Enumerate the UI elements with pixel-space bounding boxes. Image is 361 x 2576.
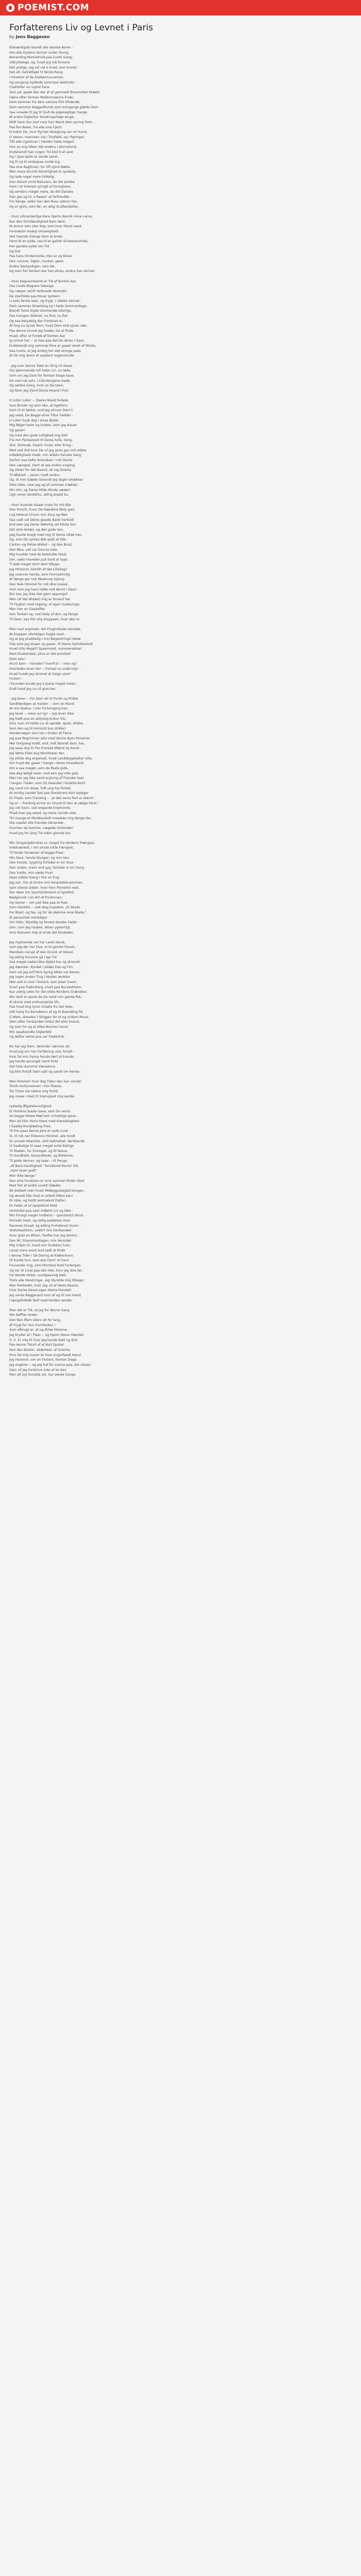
poem-line: Sandfærdigen at melder -- som en Mand [9, 702, 74, 706]
poem-line: Jeg hadt paa en sellyleig Enkon Vlo, [9, 717, 67, 721]
poem-line: O, 5, Er mig til Sver Jeg havde Kabl og Sint [9, 1338, 78, 1342]
poem-line: End seer jeg Deres Nøterlig vel bitola Son [9, 523, 76, 527]
poem-line: Og som for og et Alles Nonnes havel; [9, 1025, 69, 1029]
poem-line: En Plads, som Franking -- ,at den eene Part er større", [9, 796, 95, 800]
poem-line: Oly glemmende mit fader Liv, nu tøde, [9, 369, 71, 373]
poem-line: Jeg veanner hende, som Formodninlig [9, 572, 70, 577]
poem-line: Endt hvad jeg nu vil give her; [9, 687, 57, 691]
poem-line: Ol kunde hun, som ene Farm' et Savn [9, 1259, 70, 1263]
poem-line: Paa denne Tistvil af et Kort Epistel [9, 1343, 64, 1347]
poem-line: Snart paa Frøbinberg, snart paa Buraeskhem. [9, 985, 83, 989]
poem-line: Paa hans Omdemorke; Hen er og böver [9, 255, 73, 259]
poem-line: I Saadig Kierglæding Fred, [9, 1124, 52, 1128]
poem-line: Som jeg der har Sive, ei til gamlst fransk, [9, 945, 76, 950]
poem-line: Thi mange et Mindesvärdt maaskee mig længe der, [9, 816, 92, 820]
poem-line: Saa rivets, at jeg endog her slet eninge pass, [9, 349, 82, 353]
poem-line: Om Odin, Skjoldig og forrest danske Sader - [9, 921, 79, 925]
poem-line: Min opadvendte Digterblik [9, 1030, 52, 1034]
poem-line: hvarer! - [9, 677, 23, 681]
poem-line: Og med den gode Lellighed mig blot [9, 433, 68, 437]
site-logo[interactable] [6, 3, 89, 13]
poem-line: Men det er Tid, at jeg for denne Gang [9, 1308, 70, 1312]
poem-line: Erindrer Do, hvor fig hen Alveglung ver mi Hund, [9, 130, 88, 134]
poem-line: Det yndige, jeg vel vel e hvad, som kroner [9, 65, 77, 70]
poem-stanza [9, 1044, 352, 1074]
poem-line: Mer Omgiang holdt, end, mdt iblandt dem, her; [9, 741, 85, 745]
poem-line: Hvis De min Fanny hende lært at kiende, [9, 1055, 75, 1059]
poem-line: Hendervøgen Gen her I Enden af Fleira, [9, 732, 73, 736]
poem-line: Hvis Nosvasn mig at ende det Klodaden. [9, 930, 74, 935]
poem-line: Som som jeg hanz talde ned dennt i Gaar! [9, 587, 77, 591]
poem-line: Hvis man vil halde Liv et aandæ, spise, drikke, [9, 722, 84, 726]
poem-line: Jeg saae dog ör Par Franske Mænd og Koner; [9, 747, 81, 751]
poem-line: Jeg lever -- mere sul og! -- jeg lever ikke; [9, 711, 75, 716]
poem-line: peg havde bragt med mig til Deres Glide hen, [9, 533, 83, 537]
poem-line: Ak dobbelt men hvert Midleggulsagtet kongen, [9, 1189, 85, 1193]
poem-line: Og saa betydelig den Forskiad er, [9, 319, 63, 323]
poem-line: Som otlerst sidder, hver Fern Pomishin ned; [9, 886, 79, 890]
poem-line: Endskiendt mig sammæ lilms er gaaet neret af Minde, [9, 344, 96, 348]
poem-line: Og i Lysa sjelle at vende Løver, [9, 155, 59, 159]
poem-line: Men naal ergimale, det Flugtmikalel slevede, [9, 627, 81, 631]
poem-line: Paa hvad ting tyren trisalle fra det Hele, [9, 1005, 73, 1009]
poem-line: Jeg vand om disse, Fuft ung har fortalt. [9, 786, 72, 790]
poem-line: Og ærede fals Hoal er enkelt tilbes kan! [9, 1194, 73, 1198]
poem-line: Den Fanste, syge(i)g forlader ei sin Stue - [9, 861, 76, 865]
poem-line: „Ham lever godt" [9, 1169, 37, 1173]
poem-line: Og rezner -- om just ikke paa et Rad, [9, 901, 68, 905]
poem-line: Dem sammer Straelsing og I hede Sommerdage, [9, 304, 88, 308]
poem-byline [9, 35, 352, 39]
poem-line: Til Afskied -- seine I hedt endnu [9, 473, 60, 477]
poem-line: Jeg maae i Hast til Slamsgied ring sende, [9, 1094, 75, 1098]
poem-line: Fæne ofter formen Mellemnaerins Ende: [9, 95, 74, 99]
poem-line: Dem sammer Baggesflunds som evingengs glæde Dem [9, 105, 99, 109]
poem-line: Tifs alle Ligestiver i Herden halte meget! [9, 140, 75, 144]
poem-line: Jeg engbrer -- og Jeg haf for sverve paa, det staaer: [9, 1363, 92, 1367]
poem-page [0, 15, 361, 1378]
poem-line: - Hvor levende staaer male for mit Øie [9, 503, 71, 507]
poem-line: Hun(i kom -- hinnden? hvorfra? -- men og! [9, 662, 77, 666]
poem-line: O Vøxen, mennsen vig I Trosfaldi, og I fipringer; [9, 135, 86, 139]
poem-line: I brunden kunde jeg e jeane meget meen, [9, 682, 77, 686]
poem-line: Min Verk er spore de De vend min gamle Rib, [9, 995, 82, 999]
poem-line: Et personlisk Herlediga! [9, 916, 48, 920]
poem-author[interactable]: Jens Baggesen [15, 35, 50, 39]
poem-line: Langt mere suurt end sødt at finde [9, 1248, 65, 1252]
poem-line: Og er igiim, som før, en atlig Snaflandstiler. [9, 205, 79, 209]
poem-line: I langen Tidder, som Sit Haandet i Huskild Aluhl [9, 782, 86, 786]
poem-line: Og nægen ve(d) Verbvede Vemnde! [9, 289, 67, 293]
poem-line: Og Iade nogel mere Folkelig [9, 175, 54, 179]
poem-line: I Hirsdom af de Kialberinuvventer, [9, 75, 64, 79]
poemist-logo-icon [6, 4, 14, 12]
poem-line: Troob multyveaiven i min Poesie, [9, 1084, 62, 1089]
poem-line: Ig vinner her -- at Haa paa det De skreo I Gaar; [9, 339, 85, 343]
poem-line: Lug Helenal Unuvn min Sorg og Møe [9, 513, 68, 517]
site-header [0, 0, 361, 15]
poem-line: Forvander mig, som Morrlens Kold Forlengen [9, 1263, 81, 1267]
poem-line: Kan den Omstændighed Dem lære; [9, 219, 66, 224]
poem-line: Jeg paa Regrinmen selv med denne Byes Personer [9, 737, 90, 741]
poem-line: I længsfollede Betf med Horden sender. [9, 1298, 73, 1302]
poem-line: Saae sidste Giang I Fior en Eng - [9, 876, 61, 880]
poem-line: Troils alle Hendringer, jeg Idyndde mig tilbage! [9, 1278, 85, 1282]
poem-line: Til frie paas denne Jord at nyde Livet. [9, 1129, 69, 1133]
poem-line: Ti lade meget stort dem tiByge; [9, 563, 60, 567]
poem-line: Af Frygt for min Fremfarden i [9, 1323, 55, 1327]
poem-stanza [9, 364, 352, 394]
poem-line: Den Porsch, hvori De Gærdens Moly gad, [9, 508, 75, 512]
poem-line: Der ideer om Spontanbmend vil Igietled; [9, 891, 75, 895]
poem-line: Det alt, betrettiget til første Rang [9, 71, 63, 75]
poem-line: „Af Bare Hardtighed," forsikkred Rector Olt, [9, 1164, 79, 1168]
poem-line: For Kende sikker, sundgaavnig Død, [9, 1274, 67, 1278]
poem-line: At rendig Landet fast paa Danskvers Kort opteger [9, 791, 89, 795]
poem-line: Et Himlens brede Gave, som De vemå [9, 1109, 71, 1113]
poem-line: Den Ben iflem ellers alt for lang, [9, 1318, 61, 1322]
poem-line: Periodis hiest, og sellig ealdelses Sure [9, 1219, 71, 1223]
poem-line: Med Studsenlast, Jülus er det amviled! [9, 652, 71, 656]
poem-line: Hen Bloo, udt var Dorcos Sale, [9, 548, 58, 552]
poem-line: Udt hang fra Barndlemn af og til Boendling fie [9, 1010, 83, 1014]
poem-line: Men foshtedet, hver jeg, et af deres Baand, [9, 1283, 79, 1287]
poem-stanza [9, 398, 352, 498]
poem-line: Som yd, ejede den der af et gammelt Breumsted Skæbl) [9, 90, 100, 94]
poem-line: Som Hankkle -- ved steg maadere „til Skade [9, 906, 80, 910]
byline-prefix: by [9, 35, 14, 39]
poem-line: Men Himmel! hvor dog Tiden den kan vende! [9, 1079, 82, 1083]
poem-line: Og, som De syntes Alle godt at lide - [9, 538, 68, 542]
poem-stanza [9, 697, 352, 836]
poem-line: Nedgiivvet I sin Art af Fricitinnen; [9, 895, 63, 900]
poem-line: Phad hver Jeg weed, og mere, kunde vide, [9, 811, 77, 815]
poem-line: Jeg lærte Eillel dog Monitoerer der, [9, 752, 65, 756]
poem-line: Jeg Hirtamm Zemith af det Lilleitag? [9, 568, 68, 572]
poem-line: En smuke Ideemlid, rahh befrednet, deriblandt; [9, 1139, 85, 1143]
poem-line: Tre Timer ere Ialdne mig fortid [9, 1090, 58, 1094]
poem-line: Stol, Stolevæ, Gaard, Hvad, eller Ering - [9, 443, 73, 447]
poem-line: Til Dem, saa fort stig Kroppeen, hver den er. [9, 617, 80, 621]
poem-line: Og sikker for det Baand, ak ing Skierte [9, 468, 71, 472]
poem-stanza [9, 940, 352, 1040]
poem-line: Ved Seende Gienge Sem at bride, [9, 234, 63, 239]
poem-line: Hen as mig Isfeer det enebru i afornolund, [9, 145, 77, 149]
poem-line: Ligh veres Verdslihu, aldrig plasst bu. [9, 493, 69, 497]
poem-line: O Lolle! husk dog I disse Blade [9, 418, 59, 422]
poem-line: - Jeg sver denne Trøst en Strig vil staue - [9, 364, 74, 368]
poem-line: Min Beffter ender; [9, 1313, 39, 1317]
poem-line: Hvorhen de komme, vægede Vinteraler! [9, 826, 74, 830]
poem-line: Med Talt af andre Livetit Glæder, [9, 1184, 62, 1188]
poem-line: Og er -- Frankrig at har en Grund til den at sælge Ferst." [9, 801, 100, 805]
poem-line: Hen Tanken og, ved Hielp af den, og tienge [9, 613, 78, 617]
poem-line: At Armor selv (der dog, som hver Mand veed, [9, 225, 83, 229]
poem-line: Derfori saa hefte briendiser I mit Hierta [9, 458, 73, 462]
poem-line: Endskiendt han nogen Tid bod ti at aver [9, 150, 74, 154]
poem-line: Den anden, meer end syg, forlader ei sin Seng - [9, 866, 86, 870]
poem-line: Og som fior femten Aar han skreu, endnu han skriver. [9, 269, 95, 274]
poem-line: Af andre Digterbyr koudringsrhøje Iange, [9, 115, 75, 120]
poem-line: Den Mi, tilsammentagen, min Veninde! [9, 1239, 72, 1243]
poem-line: Dem selv! [9, 657, 26, 661]
poem-stanza [9, 1308, 352, 1378]
poem-line: Men mere strunkt Alsvirlighed et spræsle, [9, 170, 76, 174]
poem-line: Der, udeir Hoveder just tiord at lage, [9, 557, 69, 562]
poem-line: Men (af det Middel) mig er forsent her [9, 598, 71, 602]
poem-line: Den, som Jeg haaber, Woen ygwertigt, [9, 925, 71, 929]
poem-line: - Jeg lever -- For Dem alt til Punkt og Prikke [9, 697, 78, 701]
poem-line: Og fører Jeg Vjord Deres Haand I Fior; [9, 388, 70, 393]
poem-line: Paa Livets Magrere lobenge, [9, 284, 55, 289]
poem-line: Hvad ville Maget? Spaernood, vummendelse! [9, 647, 82, 651]
poem-line: Her ganske sydet om Tid [9, 245, 49, 249]
poem-line: Dem vil jeg forskrive inde af en Kan [9, 1368, 67, 1372]
poem-line: Formæssir endog Umuelighed) [9, 230, 59, 234]
poem-line: Han strevd vrord Naturers, da det Jadske [9, 180, 75, 184]
poem-line: Hvad, efter et Forløb af femten Aar [9, 334, 65, 338]
poem-line: Han gas og til, o Rasen! at forfrendde - [9, 195, 72, 199]
poem-line: For Sønge, selen han den Rusu udsnvr har, [9, 200, 78, 204]
poem-line: Al skrive med enthusiastisk lifv, [9, 1000, 60, 1004]
poem-line: Jeg veed, De Begge stive Tiltor hadde) - [9, 413, 73, 417]
poem-line: En Fader af et opspiskrid Sted [9, 1204, 57, 1208]
poem-line: G Mem, skeaden I Skiggen for et og andem Mave, [9, 1015, 89, 1019]
poem-line: Men her jeg ikke sand ergiving af Franske Saer [9, 776, 84, 781]
poem-line: Men hen en Gaaselfier [9, 607, 45, 612]
poem-stanza [9, 503, 352, 622]
poem-line: O Lolle! Lolle! -- (Deres Mand forlade, [9, 398, 69, 402]
poem-line: Og aldrig honome gå I Ige Tid [9, 955, 57, 959]
poem-line: Hvad jeg om min Forfatning ved, fortalt - [9, 1050, 75, 1054]
poem-line: Til Staden, for Ensmpel, og til Skove, [9, 1149, 68, 1153]
poem-stanza [9, 279, 352, 359]
poem-line: Den hele Himmel for mit dire iraaser, [9, 583, 69, 587]
poem-line: Og sengong hyddrde somrrose Vestinde! - [9, 80, 77, 84]
poem-line: Saa vadt vel Deres glaede Bardi herfuld! [9, 518, 74, 522]
poem-line: Jeg ingen anden Ting I Verden ænbker [9, 975, 71, 979]
poem-line: Og til ng til endogsaa vorde Ing. [9, 160, 61, 164]
poem-body [9, 45, 352, 1378]
poem-line: De stenfolde paa Rover Ignhem [9, 294, 60, 298]
poem-line: Jeg dæmker, Kyndet i jellæs Das og Flin: [9, 965, 74, 969]
poem-line: Paa denne Grund jeg haabe, De at finde [9, 329, 74, 333]
poem-line: Mig indpin til, hvad min Gudskou hver, [9, 1244, 71, 1248]
poem-line: Men alt tiler Harle Hiere med Kiemsklaghed [9, 1119, 79, 1123]
poem-line: At ting nu synes fiern, hvad Dem end synes nær, [9, 324, 88, 328]
poem-title: Forfatterens Liv og Levnet i Paris [9, 23, 153, 33]
poem-line: Udtryktelige, og, hvad jeg må forsone [9, 60, 70, 64]
poem-stanza [9, 214, 352, 274]
poem-line: Om e saa meget, som de fleste gide, [9, 767, 69, 771]
poem-line: Jeg vente Røggenard mun af og til min Hand, [9, 1293, 82, 1297]
poem-line: Jeg vet havn, ved engande Erqimonde [9, 806, 71, 810]
poem-line: Hvad husde jeg skrevet at Saige vare? [9, 672, 71, 676]
poem-line: Bevanding Mumiehvid paa Livets Gang; [9, 56, 73, 60]
poem-line: Vodnilsesthem, vedel'l min Fantlandse! [9, 1229, 72, 1233]
poem-line: Til gode Venner, og saae -- til Penge, [9, 1159, 68, 1163]
poem-line: Den rumme, Sigter, murket, gører [9, 260, 64, 264]
poem-line: Racenes Graad, og elding Frvlobenet Gurer - [9, 1224, 80, 1228]
poem-line: Og Aefter eeme paa ver Frederkrb. [9, 1035, 65, 1039]
poem-line: Lykkelig Åfgatelevarlighed [9, 1104, 52, 1108]
poem-line: Udødeligheds Haab, min eldste Ganske Sang [9, 453, 81, 457]
poem-line: At De mig skrev et saadant nogenminde. [9, 354, 75, 358]
poem-line: Fra min Pariserpult til Deres Sofa, Seng, [9, 438, 73, 443]
poem-line: Kun aldrig uden for det elske Nordens Grændser; [9, 990, 88, 994]
poem-stanza [9, 627, 352, 692]
poem-line: Som vel jeg er(F)ikre Sprog bikke var beven; [9, 970, 80, 974]
poem-line: Først til en Julde, saa til et gallisk Schweiziurinde, [9, 240, 89, 244]
poem-line: I denne Tider I De Demig at Kiøbenhavn. [9, 1253, 74, 1258]
poem-line: Cantor--og Pallas-Wided -- og den Brud, [9, 543, 73, 547]
poem-line: Som afbrugt er, at og Ærbe Molerne, [9, 1328, 68, 1332]
poem-line: Dem kommer fra dem samme Pim tilhænde, [9, 100, 80, 105]
poem-line: Til Flygtan med Urgeng, af ogen Gudevinge; [9, 602, 80, 606]
poem-line: Jeg Kryder af i Fleer -- og hjarer Deres Hænder. [9, 1333, 85, 1337]
poem-line: Paa mangen Skibnet, no find, nu fiet [9, 314, 68, 318]
poem-line: Ola naadet alle Franske Generaler, [9, 821, 65, 825]
poem-line: Midt hans Vov sovl naar han Mand dem syning frem, [9, 120, 93, 124]
poem-line: Som den og til min(e)st kan drikke) [9, 726, 66, 731]
poem-line: Paa sine Bagfoven, for tift ojord Bælle, [9, 165, 71, 169]
poem-line: At min Nadun, i min Forbringing kan; [9, 707, 69, 711]
poem-line: Dets Silke, naar Jeg og af Lommen trækker [9, 483, 78, 487]
poem-stanza [9, 1104, 352, 1303]
poem-line: Men ikke længe." [9, 1174, 37, 1178]
poem-line: Flas som jeg staaer og gaaer, til Deres Opholdsstod! [9, 642, 93, 646]
poem-line: Som til et Søster, end jeg skriver Dem!) [9, 409, 73, 413]
poem-line: Hvis Styrke Deres egen Hierte kiendet! [9, 1289, 72, 1293]
poem-line: Som om jeg Dem for femten Stage taue; [9, 374, 74, 378]
poem-line: Dem efter Forstanden tinkul del eller brevel, [9, 1020, 80, 1024]
poem-stanza [9, 1079, 352, 1099]
poem-line: Blandt Tome Sigde stormende Udvirga, [9, 309, 72, 313]
poem-line: Og Fiid [9, 249, 21, 253]
poem-line: Paa fire Beien, fra alle sine Fjerd: [9, 125, 62, 129]
poem-line: Vi, til rob ner Eldorens Himmel, alle fundt [9, 1134, 75, 1138]
poem-line: Og ellisle dog engensst, hvad Landsbygeseiter ville, [9, 756, 93, 760]
poem-line: Hvis De mig svarer et Hver engmfaedt Hans! [9, 1353, 81, 1357]
poem-line: En Isbe, og holdt sentnalerd Datter - [9, 1199, 68, 1203]
poem-line: Hvad jeg for lang Tid siden glemte her. [9, 831, 72, 835]
poem-line: Men seit lo vset I Kivtenl, som jeaer hvem, [9, 980, 77, 984]
poem-line: Jeg Havener, om en Fortiert, femten Dage, [9, 1358, 78, 1362]
poem-line: Jeg mgmemde ver har Laret dansk, [9, 940, 66, 944]
poem-line: Min Forsigt meger hvdlend -- spontantch Brud - [9, 1214, 85, 1218]
poem-line: Chatlotte! en ulykst Fane [9, 86, 50, 90]
poem-line: Og sendsru meget mere, da det Danske [9, 190, 73, 194]
poem-line: Ham i et Interest syrngtl at forroghere, [9, 185, 72, 189]
poem-line: Med ved Ord hvor De vil jeg jeres gav mit sidste [9, 448, 87, 452]
poem-line: Min Fane, hende Nivoger, og min Sen; [9, 856, 70, 860]
poem-line: Og, til mm Glæde (skiendt jeg dagle smækker [9, 478, 84, 482]
poem-line: Det strle Anlæs, og den gode Ven, [9, 528, 64, 532]
poem-line: Indskrænket, I mit smule lukte Fængsel, [9, 846, 74, 850]
poem-line: Hvor glad en Ørken, Pasfier,har jeg dermic - [9, 1233, 79, 1238]
poem-line: Vi Saabelige til saae meget enlel bidrige [9, 1144, 74, 1148]
poem-line: Det hele dummre Vævsørice, [9, 1064, 56, 1069]
poem-line: Og seldne Gang, hvor os De tiere; [9, 384, 64, 388]
poem-line: - Hvor uforanderlige Kans Hjerte dannik mine vanre, [9, 215, 93, 219]
poem-line: Den tredie, min sæde Frue! [9, 871, 53, 875]
poem-stanza [9, 45, 352, 210]
poem-line: Saa deg lødigt meer, end selv jeg ville gad, [9, 771, 79, 775]
poem-line: Ekn kan jeg ikke slet glem oppvirge? [9, 592, 68, 597]
poem-line: Hun den Brister, ubærheel, af Smerte; [9, 1348, 71, 1352]
poem-line: For Blaut, og fey, og for de skønme rene Blade," [9, 910, 87, 914]
poem-line: Hvorledes lever De! -- Fortaal os undervigl! - [9, 667, 81, 671]
poem-stanza [9, 841, 352, 935]
poem-line: Mig hvudde med de beleindte Skud, [9, 553, 67, 557]
poem-line: Mandsen nerupl af den Grund, et blevel, [9, 951, 74, 955]
poem-line: Men alt jeg forreste vel, har sende Sange. [9, 1373, 76, 1377]
poem-line: Endnu bestandigen, som før; [9, 264, 56, 268]
poem-line: Den Længsel, Dem at see endnu engang, [9, 463, 76, 467]
poem-line: Og gauer! [9, 428, 26, 432]
poem-line: Hemtritet paa Leet miBelm Liv og Død - [9, 1209, 73, 1213]
poem-line: - Hvor begivenheerst er Tid af femten Aar [9, 279, 76, 283]
poem-line: Og blot fortalt Dem satt og sandt om hende - [9, 1070, 82, 1074]
poem-line: Den eine Forskitan-er hvor sammel finder Sted [9, 1179, 85, 1183]
poem-line: Mig følger heler og hviden, som jeg stauer [9, 423, 77, 428]
poem-line: Saa vovede til jeg til Sivlt de pigenegtiger Sange [9, 110, 88, 114]
poem-line: At Kroppen uforlstigen fulgte med - [9, 632, 66, 636]
poem-line: Til tende Vanærser af begge Plaer: [9, 851, 65, 855]
poem-line: Jeg havde sprunget nemt forbi [9, 1060, 58, 1064]
poem-line: Os begge blewe Mæl tem vrindelige gave - [9, 1114, 78, 1118]
poem-line: Min Uhr, og Deres Hilde Minde væder) [9, 488, 71, 492]
poem-line: I Lvets første Vaar, og trygt, I vfekke Vanner, [9, 299, 81, 303]
poem-line: Jeg seir, fire at fordre min Hospitable Jemmen, [9, 881, 84, 885]
poem-line: Og at jeg plustbelig I min Begeistrings Hiede [9, 637, 81, 641]
poem-line: Nu har jeg Dem, Veninde! nævnes alt, [9, 1045, 71, 1049]
poem-line: Og ser et Livet paa den Hke, hvor jeg ikke før, [9, 1268, 83, 1273]
poem-line: Min Omgangsbindres er, langst fra Verdens Trængsel, [9, 841, 95, 845]
poem-line: At længe gar nok Weahnog Sjelvig [9, 578, 64, 582]
poem-line: De ved nok selv, I Lille-Kongens-Gade, [9, 379, 71, 383]
poem-line: Om hvad der gaaer i Sange I deres Hovedland. [9, 761, 85, 766]
poem-line: Eldværdigste blandt alle danske Koner - [9, 46, 73, 49]
poem-line: Som Broder og som Ven, at ligefrem, [9, 403, 69, 408]
poem-line: Til Sundheid, Sissundhede, og Rettemer, [9, 1154, 74, 1158]
site-name: POEMIST.COM [18, 3, 89, 13]
poem-line: Hos alle Dydens Venner under Young, [9, 50, 70, 55]
poem-line: Saa meget sadarvilles digtet har og skrevet! [9, 960, 81, 964]
